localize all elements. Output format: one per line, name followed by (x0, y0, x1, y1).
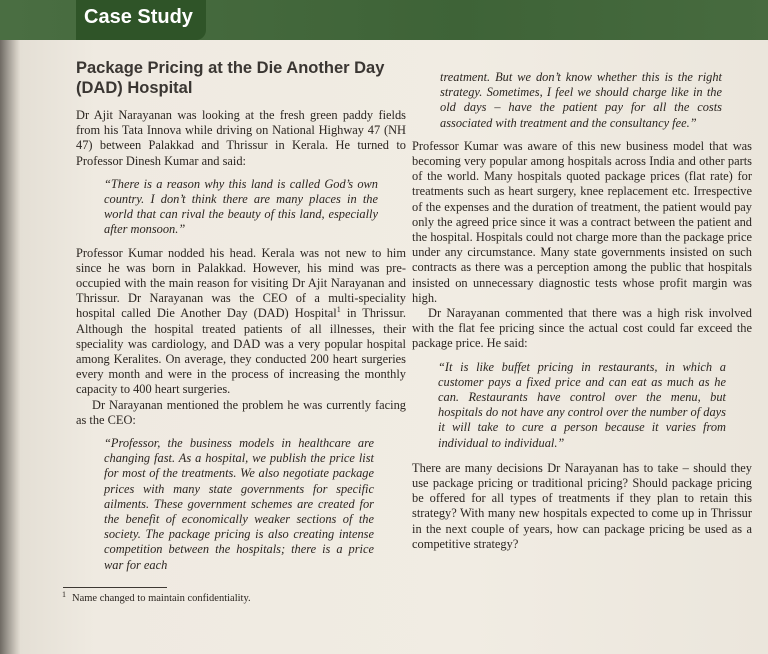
book-spine-shadow (0, 0, 20, 654)
quote: “There is a reason why this land is called God’s own country. I don’t think there are many places in the world that can rival the beauty of this land, especially after monsoon.” (104, 176, 378, 237)
paragraph: Dr Ajit Narayanan was looking at the fresh green paddy fields from his Tata Innova while driving on National Highway 47 (NH 47) between Palakkad and Thrissur in Kerala. He turned to Professor Dinesh Kumar and said: (76, 108, 406, 168)
right-column (412, 62, 752, 552)
footnote-text: Name changed to maintain confidentiality. (72, 593, 251, 604)
left-column (76, 58, 406, 581)
footnote-mark: 1 (62, 589, 66, 599)
paragraph: Dr Narayanan commented that there was a high risk involved with the flat fee pricing since the actual cost could far exceed the package price. He said: (412, 306, 752, 351)
quote: “Professor, the business models in healthcare are changing fast. As a hospital, we publish the price list for most of the treatments. We also negotiate package prices with many state governments for specific ailments. These government schemes are created for the benefit of economically weaker sections of the society. The package pricing is also creating intense competition between the hospitals; there is a price war for each (104, 436, 374, 572)
case-title: Package Pricing at the Die Another Day (DAD) Hospital (76, 59, 385, 97)
paragraph: Dr Narayanan mentioned the problem he was currently facing as the CEO: (76, 397, 406, 427)
section-title: Case Study (84, 6, 193, 28)
footnote (62, 589, 362, 605)
footnote-rule (63, 587, 167, 588)
paragraph (76, 246, 406, 398)
paragraph-text: Professor Kumar nodded his head. Kerala was not new to him since he was born in Palakkad. However, his mind was pre-occupied with the main reason for visiting Dr Ajit Narayanan and Thrissur. Dr Narayanan was the CEO of a multi-speciality hospital called Die Another Day (DAD) Hospital (76, 245, 406, 321)
footnote-reference: 1 (336, 305, 341, 315)
quote-continued: treatment. But we don’t know whether this is the right strategy. Sometimes, I feel we should charge like in the old days – have the patient pay for all the costs associated with treatment and the consultancy fee.” (440, 70, 722, 130)
paragraph: There are many decisions Dr Narayanan has to take – should they use package pricing or traditional pricing? Should package pricing be offered for all types of treatments if they plan to retain this strategy? With many new hospitals expected to come up in Thrissur in the next couple of years, how can package pricing be used as a competitive strategy? (412, 460, 752, 551)
paragraph-text: in Thrissur. Although the hospital treated patients of all illnesses, their speciality was cardiology, and DAD was a very popular hospital among Keralites. On average, they conducted 200 heart surgeries every month and were in the process of increasing the monthly capacity to 400 heart surgeries. (76, 306, 407, 397)
quote: “It is like buffet pricing in restaurants, in which a customer pays a fixed price and can eat as much as he can. Restaurants have control over the menu, but hospitals do not have any control over the number of days it will take to cure a person because it varies from individual to individual.” (438, 359, 726, 450)
paragraph: Professor Kumar was aware of this new business model that was becoming very popular among hospitals across India and other parts of the world. Many hospitals quoted package prices (flat rate) for treatments such as heart surgery, knee replacement etc. Irrespective of the expenses and the duration of treatment, the patient would pay only the agreed price since it was a contract between the patient and the hospital. Hospitals could not charge more than the package price under any circumstance. Many state governments insisted on such contracts as there was a perception among the public that hospitals insisted on unnecessary diagnostic tests whose profit margin was high. (412, 138, 752, 305)
